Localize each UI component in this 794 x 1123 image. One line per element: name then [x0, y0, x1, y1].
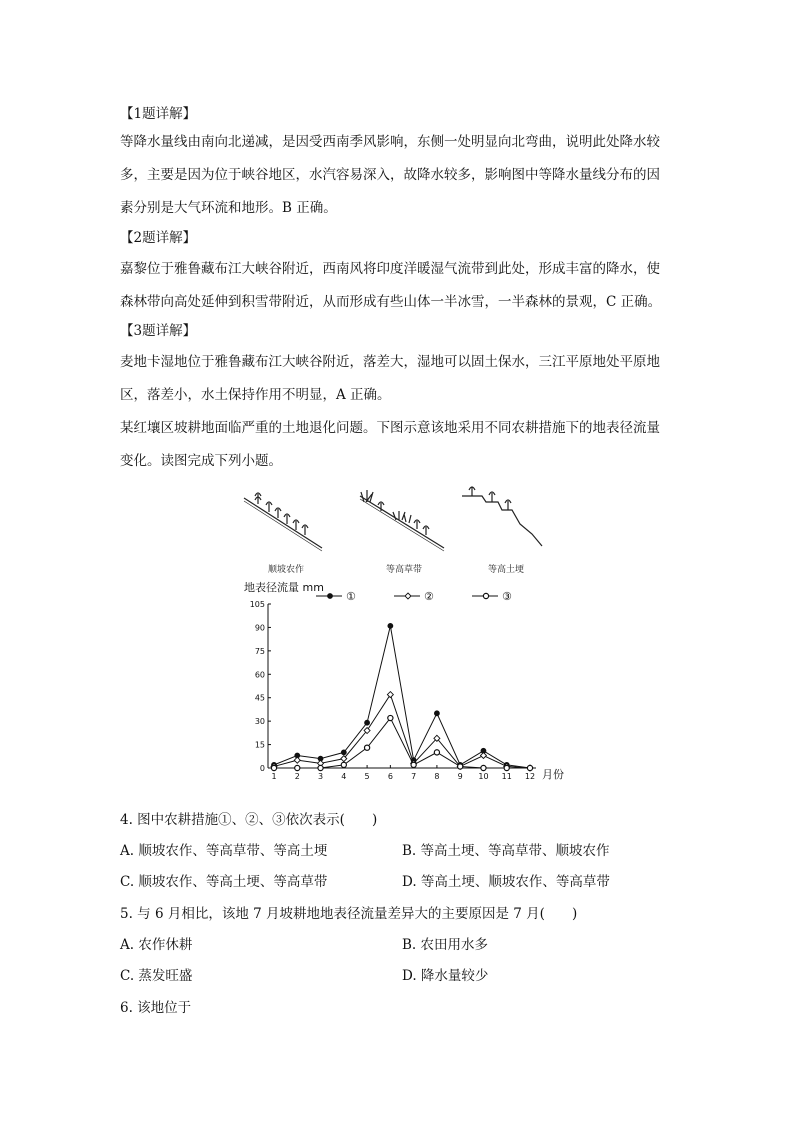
x-tick-label: 12	[524, 772, 536, 781]
data-point	[295, 765, 300, 770]
data-point	[364, 745, 369, 750]
text-line: 多，主要是因为位于峡谷地区，水汽容易深入，故降水较多，影响图中等降水量线分布的因	[120, 167, 660, 183]
data-point	[435, 711, 440, 716]
paragraph-2	[120, 253, 680, 319]
figure-svg	[236, 482, 566, 794]
section-header-2: 【2题详解】	[120, 230, 197, 246]
chart-legend	[316, 590, 512, 603]
y-tick-label: 90	[254, 623, 265, 633]
data-point	[294, 757, 300, 763]
paragraph-1	[120, 126, 680, 225]
slope-illustration-3	[462, 487, 542, 546]
section-header-1: 【1题详解】	[120, 106, 197, 122]
x-tick-label: 4	[341, 772, 347, 781]
x-tick-label: 7	[411, 772, 417, 781]
data-point	[388, 623, 393, 628]
data-point	[387, 692, 393, 698]
text-line: 森林带向高处延伸到积雪带附近，从而形成有些山体一半冰雪，一半森林的景观，C 正确。	[120, 294, 662, 310]
legend-label: ①	[346, 590, 356, 603]
question-4-option-a: A. 顺坡农作、等高草带、等高土埂	[120, 843, 328, 859]
data-point	[458, 764, 463, 769]
question-5-option-c: C. 蒸发旺盛	[120, 968, 193, 984]
x-tick-label: 3	[317, 772, 324, 781]
legend-label: ②	[424, 590, 434, 603]
legend-marker	[328, 594, 333, 599]
crop-icon	[469, 487, 511, 510]
y-tick-label: 0	[259, 764, 265, 773]
grass-icon	[361, 490, 429, 535]
data-point	[365, 720, 370, 725]
text-line: 区，落差小，水土保持作用不明显，A 正确。	[120, 387, 391, 403]
y-tick-label: 15	[254, 740, 265, 750]
panel-label-2: 等高草带	[386, 565, 423, 575]
data-point	[504, 765, 509, 770]
question-5-stem: 5. 与 6 月相比，该地 7 月坡耕地地表径流量差异大的主要原因是 7 月( )	[120, 906, 578, 922]
crop-icon	[255, 493, 308, 535]
text-line: 某红壤区坡耕地面临严重的土地退化问题。下图示意该地采用不同农耕措施下的地表径流量	[120, 420, 660, 436]
slope-illustration-1	[244, 493, 322, 551]
data-point	[341, 750, 346, 755]
question-5-option-a: A. 农作休耕	[120, 937, 193, 953]
paragraph-3	[120, 346, 680, 478]
runoff-figure	[236, 482, 566, 794]
x-tick-label: 8	[434, 772, 440, 781]
panel-label-3: 等高土埂	[488, 565, 525, 575]
panel-label-1: 顺坡农作	[268, 565, 305, 575]
data-point	[481, 765, 486, 770]
data-point	[271, 765, 276, 770]
chart-series	[271, 623, 533, 771]
x-tick-label: 11	[501, 772, 512, 781]
text-line: 素分别是大气环流和地形。B 正确。	[120, 200, 337, 216]
legend-marker	[405, 593, 411, 599]
question-4-option-b: B. 等高土埂、等高草带、顺坡农作	[402, 843, 610, 859]
text-line: 变化。读图完成下列小题。	[120, 453, 282, 469]
question-5-option-b: B. 农田用水多	[402, 937, 489, 953]
x-tick-label: 6	[387, 772, 393, 781]
data-point	[318, 765, 323, 770]
data-point	[341, 762, 346, 767]
series-line	[274, 718, 530, 768]
x-tick-label: 2	[294, 772, 300, 781]
y-tick-label: 60	[254, 670, 265, 680]
text-line: 麦地卡湿地位于雅鲁藏布江大峡谷附近，落差大，湿地可以固土保水，三江平原地处平原地	[120, 354, 660, 370]
x-axis-title: 月份	[542, 768, 564, 781]
question-5-option-d: D. 降水量较少	[402, 968, 489, 984]
data-point	[527, 765, 532, 770]
y-tick-label: 45	[254, 693, 265, 703]
legend-marker	[483, 593, 488, 598]
data-point	[411, 762, 416, 767]
x-tick-label: 1	[271, 772, 277, 781]
question-4-option-d: D. 等高土埂、顺坡农作、等高草带	[402, 874, 610, 890]
question-4-stem: 4. 图中农耕措施①、②、③依次表示( )	[120, 812, 378, 828]
series-line	[274, 695, 530, 768]
data-point	[480, 753, 486, 759]
x-tick-label: 5	[364, 772, 370, 781]
x-tick-label: 10	[478, 772, 489, 781]
question-4-option-c: C. 顺坡农作、等高土埂、等高草带	[120, 874, 328, 890]
y-tick-label: 105	[249, 600, 265, 609]
text-line: 等降水量线由南向北递减，是因受西南季风影响，东侧一处明显向北弯曲，说明此处降水较	[120, 134, 660, 150]
legend-label: ③	[502, 590, 512, 603]
series-1	[272, 623, 533, 770]
y-tick-label: 30	[254, 717, 265, 727]
section-header-3: 【3题详解】	[120, 323, 197, 339]
data-point	[434, 750, 439, 755]
series-line	[274, 626, 530, 768]
text-line: 嘉黎位于雅鲁藏布江大峡谷附近，西南风将印度洋暖湿气流带到此处，形成丰富的降水，使	[120, 261, 660, 277]
y-tick-label: 75	[254, 646, 265, 656]
data-point	[388, 715, 393, 720]
x-tick-label: 9	[457, 772, 463, 781]
y-axis-title: 地表径流量 mm	[244, 581, 324, 594]
question-6-stem: 6. 该地位于	[120, 1000, 192, 1016]
slope-illustration-2	[360, 490, 444, 551]
series-2	[271, 692, 533, 771]
